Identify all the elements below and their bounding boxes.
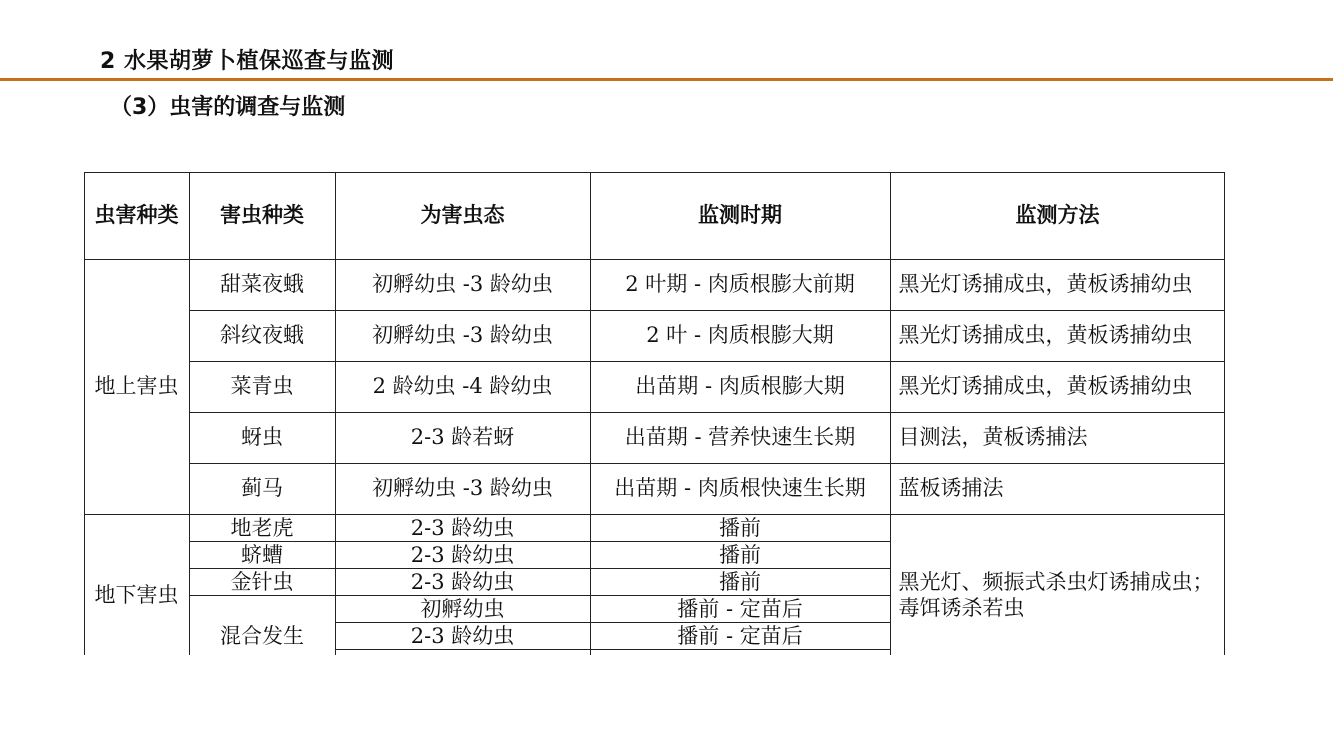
method-cell: 黑光灯诱捕成虫，黄板诱捕幼虫 <box>890 361 1225 412</box>
table-row <box>84 514 1225 541</box>
period-cell: 2 叶 - 肉质根膨大期 <box>590 310 890 361</box>
pest-cell: 蓟马 <box>189 463 335 514</box>
table-row <box>84 361 1225 412</box>
table-row <box>84 310 1225 361</box>
stage-cell: 2-3 龄若蚜 <box>335 412 590 463</box>
header-cell: 监测方法 <box>890 172 1225 259</box>
stage-cell: 2-3 龄幼虫 <box>335 541 590 568</box>
table-row <box>84 259 1225 310</box>
stage-cell: 2-3 龄幼虫 <box>335 514 590 541</box>
method-cell: 黑光灯诱捕成虫，黄板诱捕幼虫 <box>890 259 1225 310</box>
method-cell-below-ground: 黑光灯、频振式杀虫灯诱捕成虫；毒饵诱杀若虫 <box>890 514 1225 655</box>
table-row <box>84 463 1225 514</box>
period-cell: 出苗期 - 营养快速生长期 <box>590 412 890 463</box>
stage-cell: 初孵幼虫 <box>335 595 590 622</box>
group-cell-below-ground: 地下害虫 <box>84 514 189 655</box>
header-divider <box>0 78 1333 81</box>
pest-cell: 地老虎 <box>189 514 335 541</box>
pest-cell: 菜青虫 <box>189 361 335 412</box>
method-cell: 目测法，黄板诱捕法 <box>890 412 1225 463</box>
stage-cell: 初孵幼虫 -3 龄幼虫 <box>335 463 590 514</box>
header-cell: 为害虫态 <box>335 172 590 259</box>
period-cell: 出苗期 - 肉质根快速生长期 <box>590 463 890 514</box>
header-cell: 害虫种类 <box>189 172 335 259</box>
stage-cell: 2-3 龄幼虫 <box>335 622 590 649</box>
page-title: 2 水果胡萝卜植保巡查与监测 <box>100 49 394 74</box>
period-cell: 出苗期 - 肉质根膨大期 <box>590 361 890 412</box>
table-row <box>84 412 1225 463</box>
pest-cell: 斜纹夜蛾 <box>189 310 335 361</box>
stage-cell: 初孵幼虫 -3 龄幼虫 <box>335 310 590 361</box>
stage-cell: 2-3 龄幼虫 <box>335 568 590 595</box>
pest-monitoring-table <box>84 172 1225 655</box>
pest-cell: 金针虫 <box>189 568 335 595</box>
period-cell: 播前 - 定苗后 <box>590 595 890 622</box>
section-subtitle: （3）虫害的调查与监测 <box>110 95 346 120</box>
period-cell: 播前 <box>590 541 890 568</box>
group-cell-above-ground: 地上害虫 <box>84 259 189 514</box>
empty-cell <box>590 649 890 655</box>
pest-cell: 蛴螬 <box>189 541 335 568</box>
pest-cell: 甜菜夜蛾 <box>189 259 335 310</box>
header-cell: 虫害种类 <box>84 172 189 259</box>
period-cell: 播前 <box>590 514 890 541</box>
method-cell: 黑光灯诱捕成虫，黄板诱捕幼虫 <box>890 310 1225 361</box>
period-cell: 2 叶期 - 肉质根膨大前期 <box>590 259 890 310</box>
table-header-row <box>84 172 1225 259</box>
pest-cell-mixed: 混合发生 <box>189 595 335 655</box>
header-cell: 监测时期 <box>590 172 890 259</box>
pest-cell: 蚜虫 <box>189 412 335 463</box>
method-cell: 蓝板诱捕法 <box>890 463 1225 514</box>
stage-cell: 2 龄幼虫 -4 龄幼虫 <box>335 361 590 412</box>
period-cell: 播前 <box>590 568 890 595</box>
empty-cell <box>335 649 590 655</box>
stage-cell: 初孵幼虫 -3 龄幼虫 <box>335 259 590 310</box>
period-cell: 播前 - 定苗后 <box>590 622 890 649</box>
